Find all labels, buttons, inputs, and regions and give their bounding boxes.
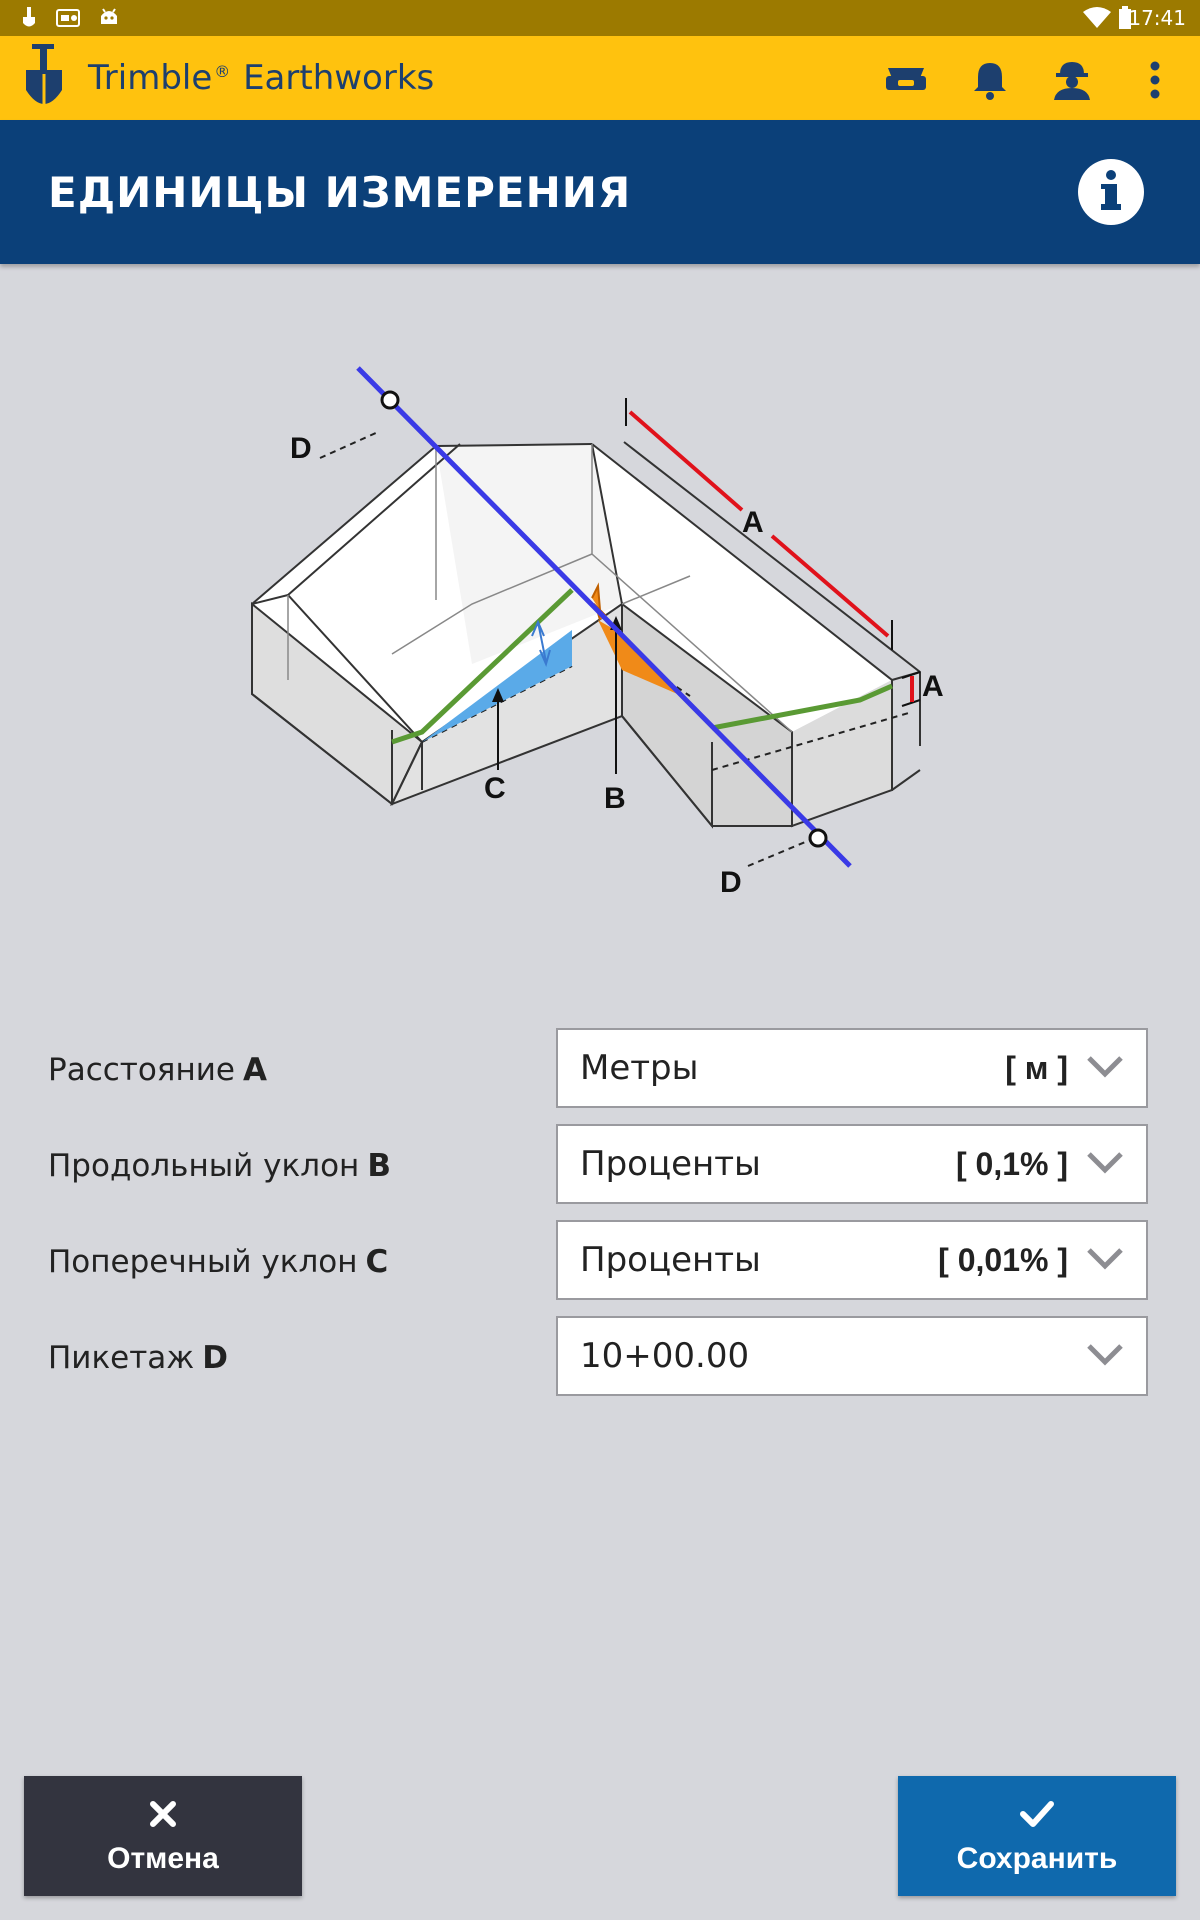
distance-unit-value: Метры — [580, 1048, 699, 1088]
chevron-down-icon — [1086, 1342, 1124, 1368]
card-icon — [56, 6, 82, 30]
status-time: 17:41 — [1128, 6, 1186, 30]
station-format-dropdown[interactable] — [556, 1316, 1148, 1396]
shovel-icon — [20, 6, 38, 30]
distance-letter: A — [242, 1052, 267, 1088]
label-a-top: A — [742, 506, 764, 539]
android-icon — [98, 6, 120, 30]
station-format-value: 10+00.00 — [580, 1336, 750, 1376]
main-slope-unit-value: Проценты — [580, 1144, 761, 1184]
setting-row-cross-slope — [0, 1220, 1200, 1304]
bell-icon[interactable] — [970, 60, 1010, 100]
page-header — [0, 120, 1200, 264]
trimble-shovel-logo-icon[interactable] — [22, 44, 66, 112]
distance-label — [48, 1028, 267, 1112]
label-a-right: A — [922, 670, 944, 703]
main-slope-label-text: Продольный уклон — [48, 1148, 360, 1184]
label-d-top: D — [290, 432, 312, 465]
registered-mark: ® — [214, 62, 231, 81]
station-letter: D — [202, 1340, 228, 1376]
operator-icon[interactable] — [1050, 60, 1094, 100]
check-icon — [1019, 1796, 1055, 1832]
cross-slope-letter: C — [365, 1244, 389, 1280]
save-button-label: Сохранить — [956, 1842, 1118, 1875]
wifi-icon — [1082, 6, 1112, 30]
more-vert-icon[interactable] — [1148, 60, 1162, 100]
cross-slope-label-text: Поперечный уклон — [48, 1244, 358, 1280]
chevron-down-icon — [1086, 1150, 1124, 1176]
app-title-product: Earthworks — [243, 58, 435, 98]
measurement-diagram — [220, 350, 960, 910]
page-title: ЕДИНИЦЫ ИЗМЕРЕНИЯ — [48, 168, 632, 217]
label-b: B — [604, 782, 626, 815]
main-slope-unit-dropdown[interactable] — [556, 1124, 1148, 1204]
cancel-button-label: Отмена — [107, 1842, 219, 1875]
cross-slope-unit-suffix: [ 0,01% ] — [938, 1242, 1068, 1278]
distance-unit-dropdown[interactable] — [556, 1028, 1148, 1108]
setting-row-station — [0, 1316, 1200, 1400]
setting-row-main-slope — [0, 1124, 1200, 1208]
app-title — [88, 58, 434, 98]
station-label-text: Пикетаж — [48, 1340, 195, 1376]
cross-slope-label — [48, 1220, 388, 1304]
station-label — [48, 1316, 228, 1400]
main-slope-unit-suffix: [ 0,1% ] — [955, 1146, 1068, 1182]
chevron-down-icon — [1086, 1054, 1124, 1080]
setting-row-distance — [0, 1028, 1200, 1112]
cross-slope-unit-value: Проценты — [580, 1240, 761, 1280]
info-icon[interactable] — [1077, 158, 1145, 226]
status-bar — [0, 0, 1200, 36]
close-icon — [145, 1796, 181, 1832]
machine-icon[interactable] — [884, 60, 928, 96]
app-title-brand: Trimble — [88, 58, 213, 98]
app-bar — [0, 36, 1200, 120]
main-slope-label — [48, 1124, 391, 1208]
distance-unit-suffix: [ м ] — [1005, 1050, 1068, 1086]
label-d-bottom: D — [720, 866, 742, 899]
main-slope-letter: B — [367, 1148, 391, 1184]
cross-slope-unit-dropdown[interactable] — [556, 1220, 1148, 1300]
label-c: C — [484, 772, 506, 805]
distance-label-text: Расстояние — [48, 1052, 235, 1088]
save-button[interactable] — [898, 1776, 1176, 1896]
chevron-down-icon — [1086, 1246, 1124, 1272]
cancel-button[interactable] — [24, 1776, 302, 1896]
